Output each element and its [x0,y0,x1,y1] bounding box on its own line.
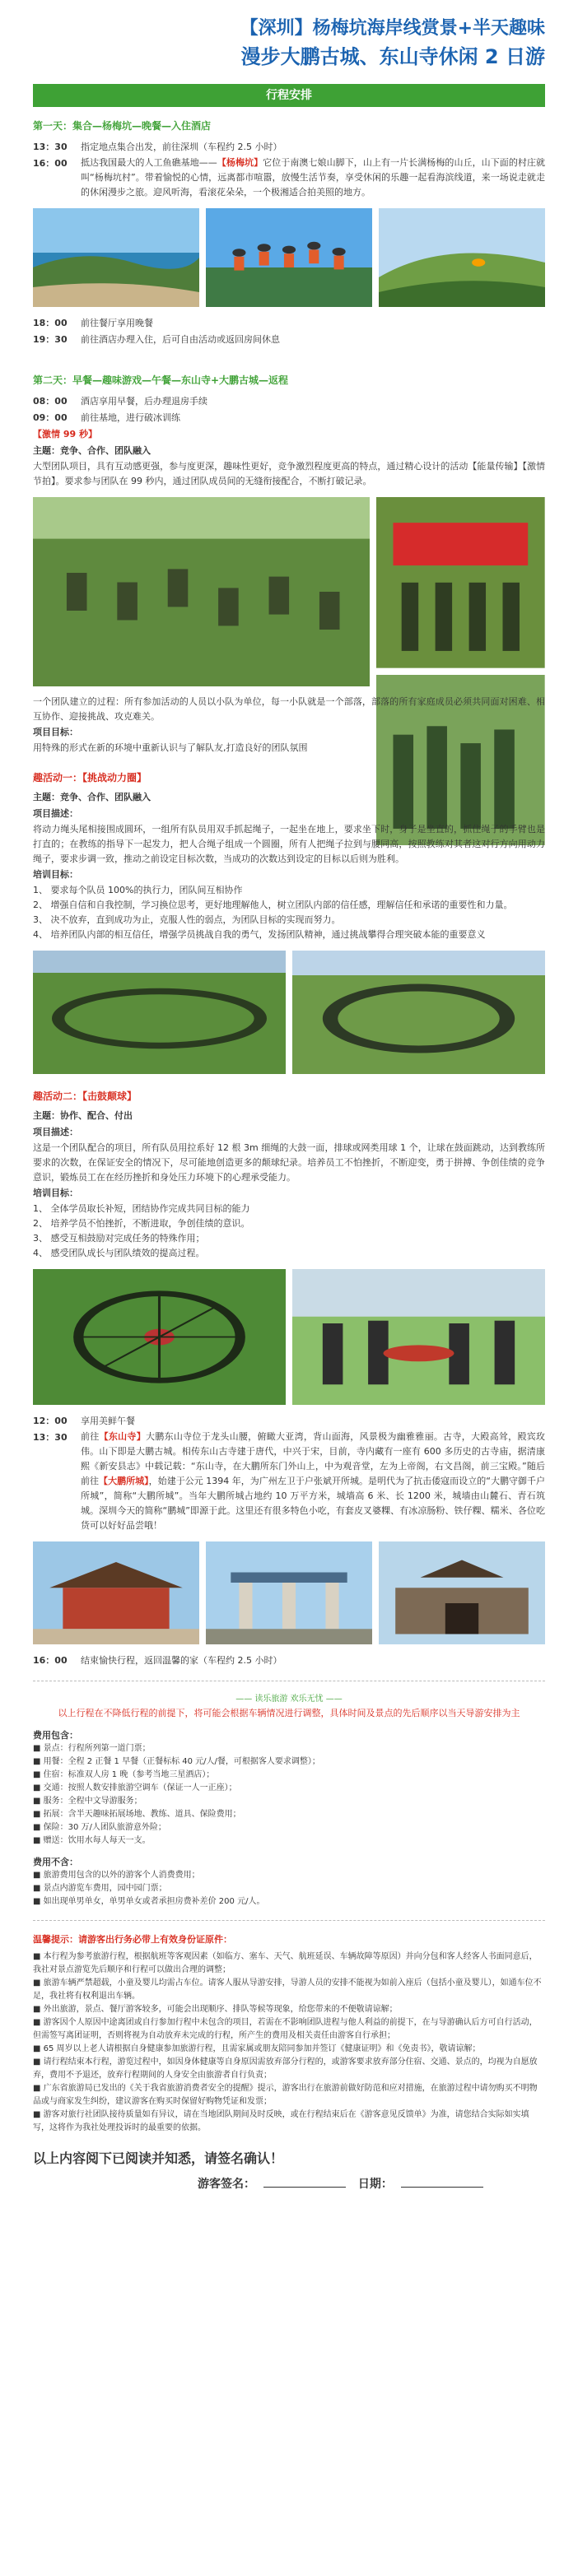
signature-line[interactable] [263,2187,346,2188]
document-title [33,0,545,71]
photo-circle-field [33,951,286,1074]
activity2-title: 趣活动二：【击鼓颠球】 [33,1090,138,1102]
fee-included-item: ■ 拓展：含半天趣味拓展场地、教练、道具、保险费用； [33,1810,241,1819]
photo-archway [206,1541,372,1644]
item-text: 前往餐厅享用晚餐 [81,318,153,328]
item-text: 指定地点集合出发，前往深圳（车程约 2.5 小时） [81,142,282,152]
warm-tip-item: ■ 游客因个人原因中途离团或自行参加行程中未包含的项目，若需在不影响团队进程与他人利益的前提下，在与导游确认后方可自行活动，但需签写离团证明，否则将视为自动放弃未完成的行程，所产生的费用及相关责任由游客自行承担； [33,2018,538,2040]
item-text: 它位于南澳七娘山脚下，山上有一片长满杨梅的山丘，山下面的村庄就叫“杨梅坑村”。带着愉悦的心情，远离都市喧嚣，放慢生活节奏，享受休闲的乐趣一起看海滨线道，来一场说走就走的休闲漫步之旅。迎风听海，看滚花朵朵，一个极湘适合拍美照的地方。 [81,157,546,198]
item-text: 结束愉快行程，返回温馨的家（车程约 2.5 小时） [81,1655,282,1666]
item-text: 享用美鲜午餐 [81,1416,135,1426]
fee-included-item: ■ 住宿：标准双人房 1 晚（参考当地三星酒店）； [33,1770,215,1779]
photo-coast [33,208,199,307]
photo-team-training [33,497,370,686]
fee-included-item: ■ 交通：按照人数安排旅游空调车（保证一人一正座）； [33,1783,237,1793]
gains-label: 项目目标： [33,727,78,737]
signature-label: 游客签名： [198,2178,255,2191]
photo-temple [33,1541,199,1644]
activity1-desc-label: 项目描述： [33,808,78,819]
warm-tip-item: ■ 外出旅游，景点、餐厅游客较多，可能会出现顺序、排队等候等现象，给您带来的不便敬请谅解； [33,2005,398,2014]
activity1-goal: 1、 要求每个队员 100%的执行力，团队间互相协作 [33,885,243,895]
photo-hillside [379,208,545,307]
time-label: 13：30 [33,1432,68,1443]
game1-name: 【激情 99 秒】 [33,429,97,439]
slogan: —— 读乐旅游 欢乐无忧 —— [235,1695,343,1704]
activity1-goals-label: 培训目标： [33,869,78,880]
activity1-title: 趣活动一：【挑战动力圈】 [33,772,147,783]
title-line-1: 【深圳】杨梅坑海岸线赏景+半天趣味 [240,18,545,39]
photo-circle-group [292,951,545,1074]
activity2-goal: 3、 感受互相鼓励对完成任务的特殊作用； [33,1233,205,1244]
warm-tip-item: ■ 65 周岁以上老人请根据自身健康参加旅游行程，且需家属或朋友陪同参加并签订《健康证明》和《免责书》，敬请谅解； [33,2044,481,2053]
game1-desc: 大型团队项目，具有互动感更强，参与度更深，趣味性更好，竞争激烈程度更高的特点，通过精心设计的活动【能量传输】【激情节拍】。要求参与团队在 99 秒内，通过团队成员间的无缝衔接配合，不断打破记录。 [33,461,545,486]
photo-drum-aerial [33,1269,286,1405]
fee-included-item: ■ 赠送：饮用水每人每天一支。 [33,1836,151,1845]
game1-photo-grid [33,497,545,686]
photo-group-jump [206,208,372,307]
photo-drum-team [292,1269,545,1405]
activity2-theme: 主题：协作、配合、付出 [33,1110,133,1121]
day1-item-1330 [33,139,545,156]
date-line[interactable] [401,2187,483,2188]
photo-banner-group [376,497,545,668]
time-label: 13：30 [33,142,68,152]
activity1-theme: 主题：竞争、合作、团队融入 [33,792,151,802]
fee-included-item: ■ 服务：全程中文导游服务； [33,1797,142,1806]
item-text: 前往酒店办理入住，后可自由活动或返回房间休息 [81,334,280,345]
activity2-goal: 1、 全体学员取长补短，团结协作完成共同目标的能力 [33,1203,250,1214]
date-label: 日期： [357,2178,393,2191]
warm-tip-item: ■ 游客对旅行社团队接待质量如有异议，请在当地团队期间及时反映，或在行程结束后在《游客意见反馈单》为准，请您结合实际如实填写，这将作为我社处理投诉时的最重要的依据。 [33,2110,529,2132]
activity2-desc: 这是一个团队配合的项目，所有队员用拉系好 12 根 3m 细绳的大鼓一面，排球或网类用球 1 个，让球在鼓面跳动，达到教练所要求的次数，在保证安全的情况下，尽可能地创造更多的颠球纪录。培养员工不怕挫折，不断迎变，勇于拼搏、争创佳绩的竞争意识，锻炼员工在在经历挫折和身处压力环境下的心理承受能力。 [33,1142,545,1183]
fees-section [33,1729,545,1909]
section-bar-itinerary: 行程安排 [33,84,545,107]
fee-excluded-item: ■ 旅游费用包含的以外的游客个人消费费用； [33,1871,200,1880]
activity2-desc-label: 项目描述： [33,1127,78,1137]
warm-tips-title: 温馨提示：请游客出行务必带上有效身份证原件： [33,1934,232,1945]
photo-city-gate [379,1541,545,1644]
schedule-notice: 以上行程在不降低行程的前提下，将可能会根据车辆情况进行调整，具体时间及景点的先后顺序以当天导游安排为主 [58,1708,520,1718]
activity2-photo-strip [33,1269,545,1405]
day1-photo-strip [33,208,545,307]
item-text: 大鹏东山寺位于龙头山腰，俯瞰大亚湾，背山面海，风景极为幽雅雅丽。古寺，大殿高耸，殿宾玫伟。山下即是大鹏古城。相传东山古寺建于唐代，中兴于宋，目前，寺内藏有一座有 600 多历史的古寺庙，据清康熙《新安县志》中载记载：“东山寺，在大鹏所东门外山上，中为观音堂，左为上帝阁，右文昌阁，前三宝殿。”随后前往 [81,1431,546,1486]
game1-theme: 主题：竞争、合作、团队融入 [33,445,151,456]
item-prefix: 抵达我国最大的人工鱼礁基地—— [81,157,217,168]
day1-item-1600 [33,156,545,200]
photo-stack [376,497,545,686]
item-text: 酒店享用早餐，后办理退房手续 [81,396,207,407]
activity1-goal: 3、 决不放弃，直到成功为止，克服人性的弱点，为团队目标的实现而努力。 [33,914,341,925]
time-label: 12：00 [33,1416,68,1426]
gains-text: 用特殊的形式在新的环境中重新认识与了解队友,打造良好的团队氛围 [33,742,308,753]
item-prefix: 前往 [81,1431,100,1442]
divider [33,1920,545,1921]
warm-tip-item: ■ 广东省旅游局已发出的《关于我省旅游消费者安全的提醒》提示，游客出行在旅游前做好防范和应对措施，在旅游过程中请勿购买不明物品或与商家发生纠纷，建议游客在购买时保留好购物凭证和发票； [33,2084,538,2106]
signature-row [33,2175,545,2192]
day2-item-0800 [33,393,545,410]
activity2-goal: 2、 培养学员不怕挫折，不断进取，争创佳绩的意识。 [33,1218,250,1229]
fees-included-label: 费用包含： [33,1730,78,1741]
day1-item-1800 [33,315,545,332]
game1-caption: 一个团队建立的过程：所有参加活动的人员以小队为单位，每一小队就是一个部落，部落的所有家庭成员必须共同面对困难、相互协作、迎接挑战、攻克难关。 [33,696,545,722]
day1-item-1930 [33,332,545,348]
fees-excluded-label: 费用不含： [33,1857,78,1867]
warm-tip-item: ■ 本行程为参考旅游行程，根据航班等客观因素（如临方、塞车、天气、航班延误、车辆故障等原因）并向分包和客人经客人书面同意后，我社对景点游览先后顺序和行程可以做出合理的调整； [33,1952,538,1974]
fee-included-item: ■ 景点：行程所列第一道门票； [33,1744,151,1753]
time-label: 18：00 [33,318,68,328]
time-label: 16：00 [33,158,68,169]
title-line-2: 漫步大鹏古城、东山寺休闲 2 日游 [240,45,545,68]
day2-photo-strip [33,1541,545,1644]
day2-item-0900 [33,410,545,426]
confirm-statement: 以上内容阅下已阅读并知悉，请签名确认！ [33,2151,284,2166]
highlight-yangmeikeng: 【杨梅坑】 [217,157,263,168]
fee-included-item: ■ 用餐：全程 2 正餐 1 早餐（正餐标标 40 元/人/餐，可根据客人要求调整）； [33,1757,320,1766]
day2-item-1200 [33,1413,545,1430]
time-label: 08：00 [33,396,68,407]
fee-excluded-item: ■ 景点内游览车费用，园中园门票； [33,1884,167,1893]
activity2-goals-label: 培训目标： [33,1188,78,1198]
time-label: 16：00 [33,1655,68,1666]
day2-item-1600 [33,1653,545,1669]
day2-heading: 第二天：早餐—趣味游戏—午餐—东山寺+大鹏古城—返程 [33,374,289,386]
fee-excluded-item: ■ 如出现单男单女，单男单女或者承担房费补差价 200 元/人。 [33,1897,265,1906]
highlight-dongshan-temple: 【东山寺】 [99,1431,147,1442]
time-label: 19：30 [33,334,68,345]
day1-heading: 第一天：集合—杨梅坑—晚餐—入住酒店 [33,120,212,132]
fee-included-item: ■ 保险：30 万/人团队旅游意外险； [33,1823,166,1832]
item-text: 前往基地，进行破冰训练 [81,412,180,423]
time-label: 09：00 [33,412,68,423]
warm-tip-item: ■ 旅游车辆严禁超载，小童及婴儿均需占车位。请客人服从导游安排，导游人员的安排不能视为如前入座后（包括小童及婴儿），如通车位不足，我社将有权利退出车辆。 [33,1978,542,2001]
activity1-desc: 将动力绳头尾相接围成圆环，一组所有队员用双手抓起绳子，一起坐在地上，要求坐下时，身子是坐直的，抓住绳子的手臂也是打直的；在教练的指导下一起发力，把人合绳子组成一个圆圈，所有人把绳子拉到与腰同高，按照教练对其者这对行方向用动力绳子，要求步调一致，推动之前设定目标次数，当成功的次数达到设定的目标以后则为胜利。 [33,824,545,864]
warm-tip-item: ■ 请行程结束本行程，游览过程中，如因身体健康等自身原因需放弃部分行程的，或游客要求放弃部分住宿、交通、景点的，均视为自愿放弃，费用不予退还，放弃行程期间的人身安全由旅游者自行负责； [33,2058,538,2080]
day2-item-1330 [33,1430,545,1533]
item-text-2: ，始建于公元 1394 年，为广州左卫于户张斌开所城。是明代为了抗击倭寇而设立的“大鹏守御千户所城”，简称“大鹏所城”。当年大鹏所城占地约 10 万平方米，城墙高 6 米、长 1200 米，城墙由山麓石、青石筑城。深圳今天的简称“鹏城”即源于此。这里还有很多特色小吃，有套皮叉婆粿、有冰凉肠粉、铁仔粿、糯米、各位吃货可以好好品尝哦！ [81,1476,546,1531]
activity1-goal: 2、 增强自信和自我控制，学习换位思考，更好地理解他人，树立团队内部的信任感，理解信任和承诺的重要性和力量。 [33,900,513,910]
activity1-goal: 4、 培养团队内部的相互信任，增强学员挑战自我的勇气，发扬团队精神，通过挑战攀得合理突破本能的重要意义 [33,929,486,940]
activity2-goal: 4、 感受团队成长与团队绩效的提高过程。 [33,1248,205,1258]
activity1-photo-strip [33,951,545,1074]
highlight-dapeng-city: 【大鹏所城】 [99,1476,149,1486]
warm-tips-list [33,1951,545,2135]
